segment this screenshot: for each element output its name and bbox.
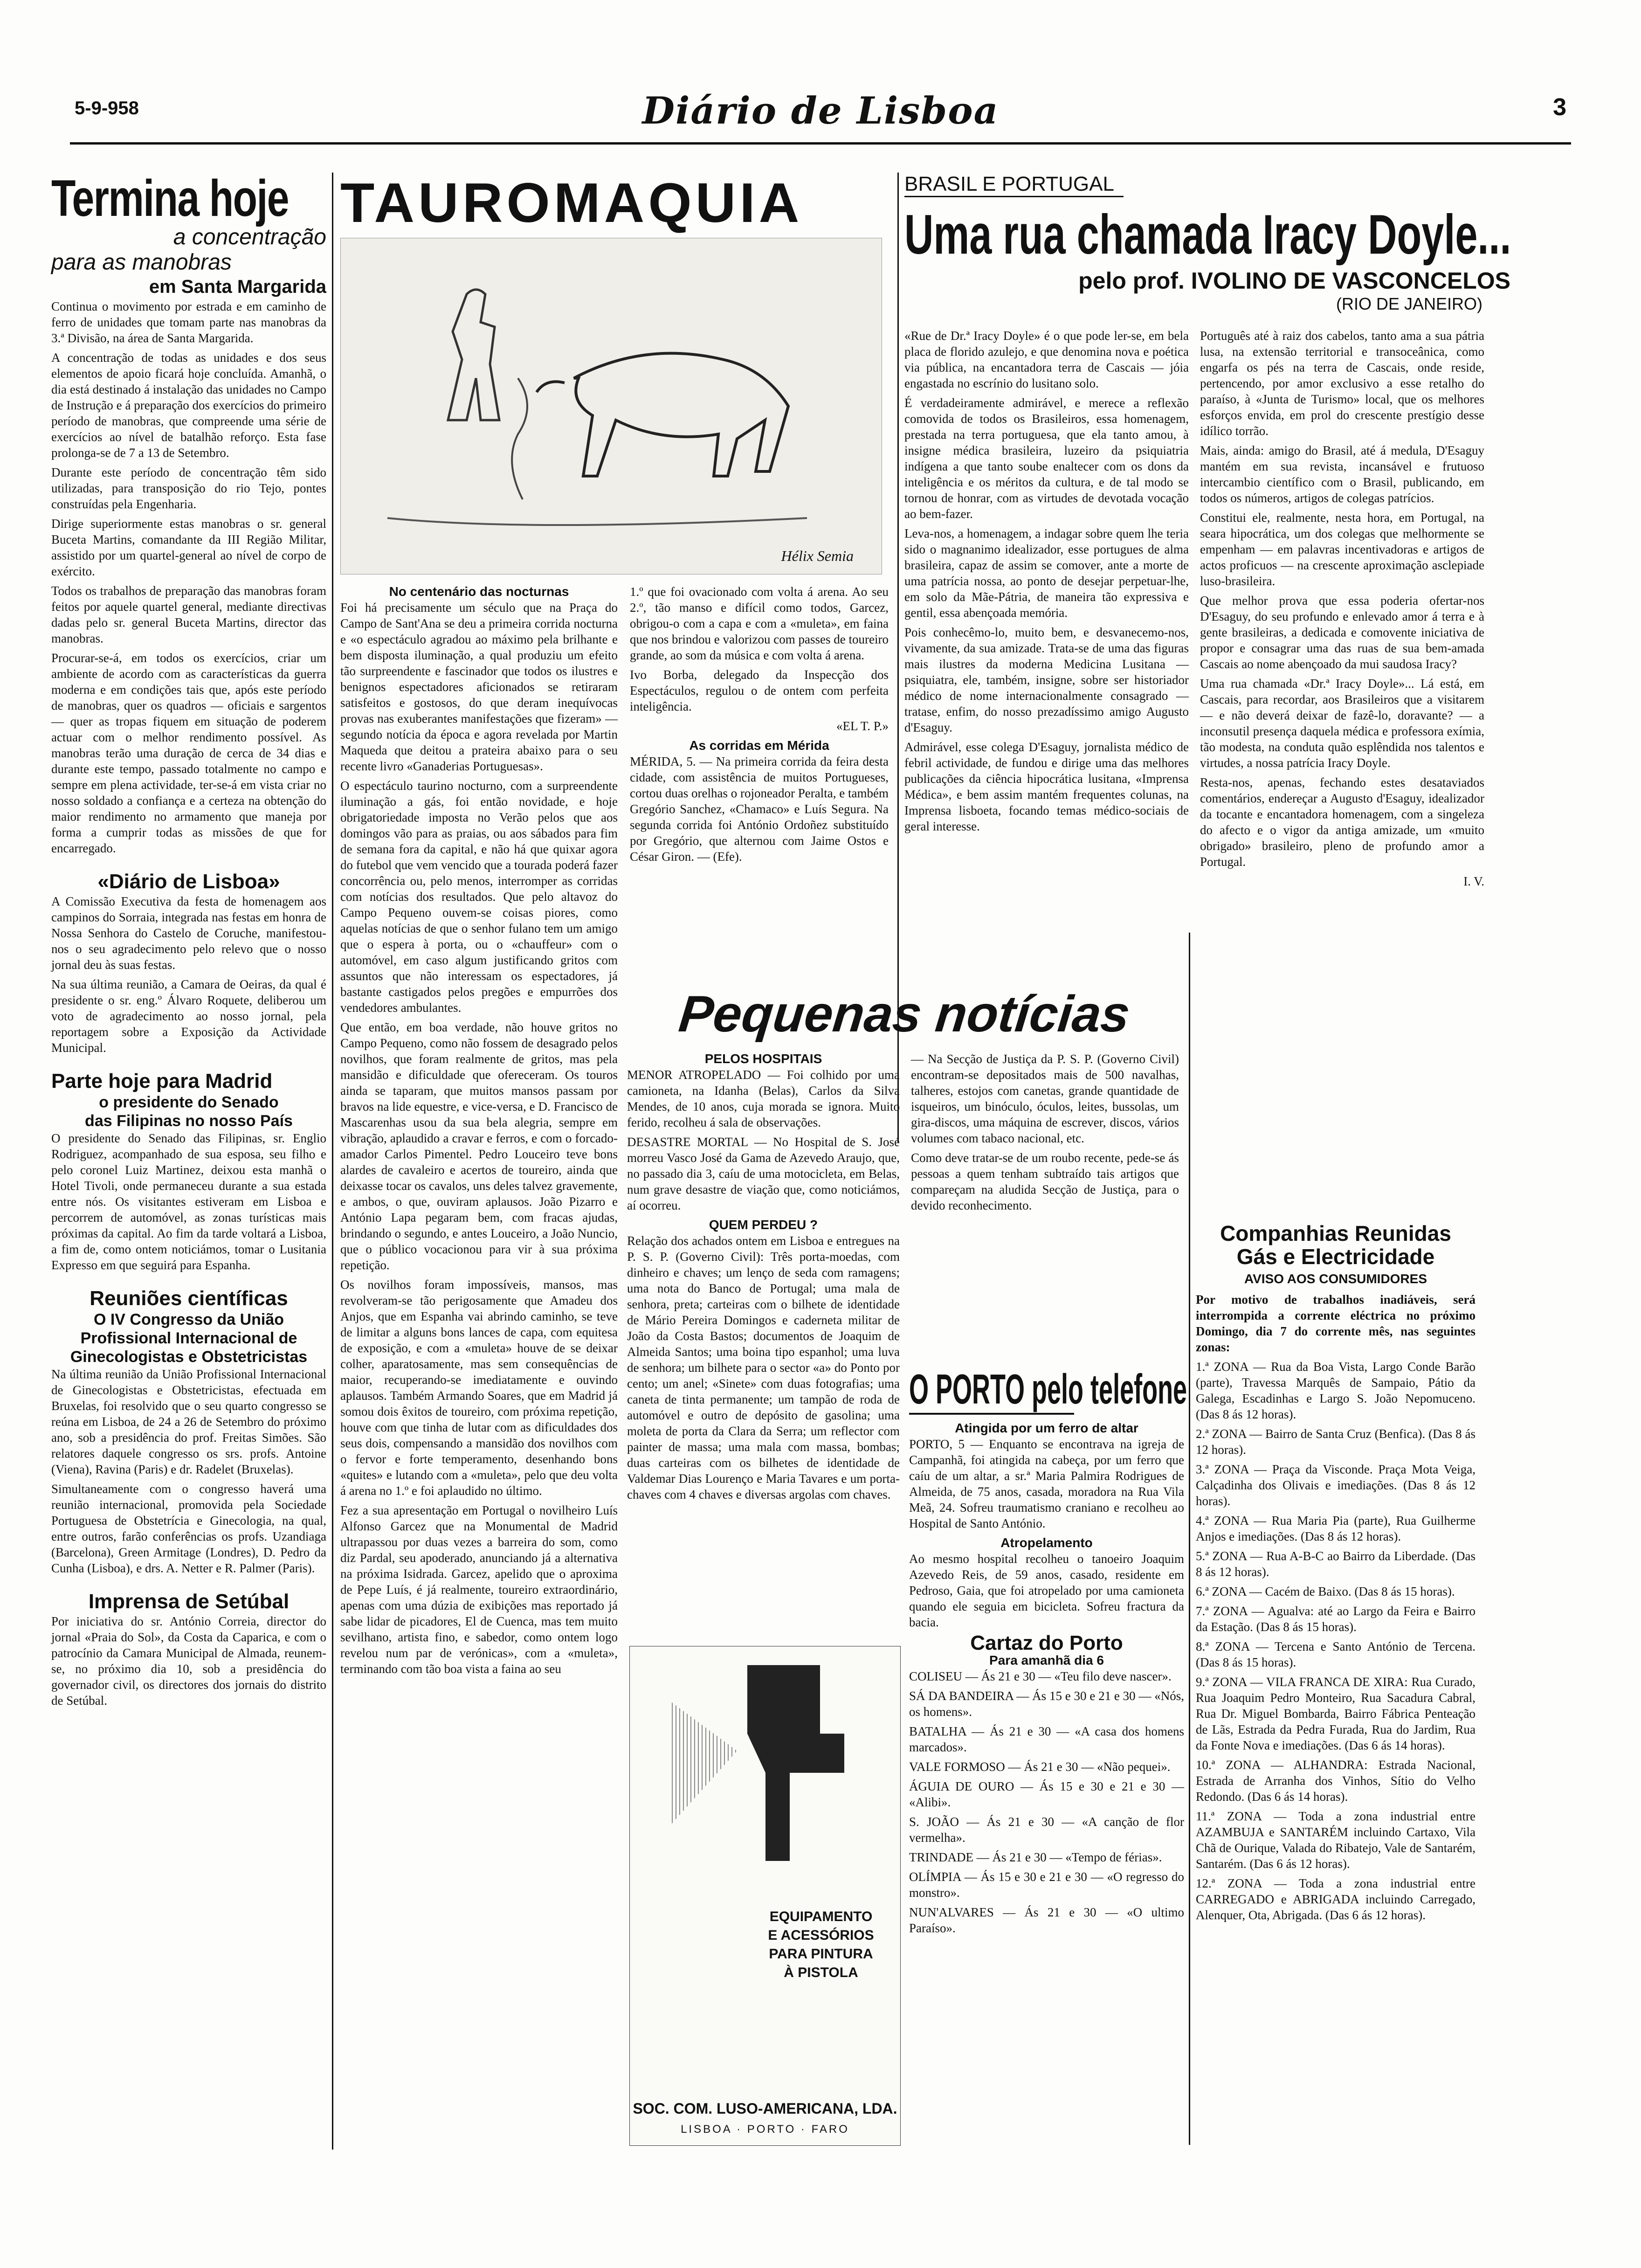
merida-subhead: As corridas em Mérida — [689, 738, 829, 753]
tauromaquia-signature: «EL T. P.» — [836, 719, 889, 733]
tauromaquia-p1: Foi há precisamente um século que na Praça do Campo de Sant'Ana se deu a primeira corrida nocturna e «o espectáculo agradou ao máximo pela brilhante e bem disposta iluminação, a qual produziu um efeito tão surpreendente e fascinador que todos os ilustres e benignos espectadores aficionados se retiraram satisfeitos e gostosos, do que deram inequívocas provas nas exuberantes manifestações que fizeram» — segundo notícia da época e agora revelada por Martin Maqueda que deitou a prateira abaixo para o seu recente livro «Ganaderias Portuguesas». — [340, 601, 618, 773]
cartaz-item: TRINDADE — Ás 21 e 30 — «Tempo de férias». — [909, 1850, 1162, 1864]
ad-line4: À PISTOLA — [784, 1965, 858, 1980]
luso-americana-ad — [629, 1646, 901, 2146]
ad-cities: LISBOA · PORTO · FARO — [681, 2123, 849, 2136]
brasil-p4: Pois conhecêmo-lo, muito bem, e desvanecemo-nos, vivamente, da sua amizade. Trata-se de uma das figuras mais ilustres da moderna Medicina Lusitana — psiquiatra, ele, também, insigne, sobre ser historiador médico de nome internacionalmente consagrado — tratase, enfim, do nosso prezadíssimo amigo Augusto d'Esaguy. — [904, 625, 1189, 734]
quem-perdeu-head: QUEM PERDEU ? — [709, 1217, 818, 1232]
porto-headline: O PORTO pelo telefone — [909, 1366, 1074, 1415]
companhias-notice — [1196, 1222, 1476, 2150]
pequenas-p5: Como deve tratar-se de um roubo recente, pede-se ás pessoas a quem tenham subtraído tais artigos que compareçam na aludida Secção de Justiça, para o devido reconhecimento. — [911, 1151, 1179, 1212]
manobras-p2: A concentração de todas as unidades e dos seus elementos de apoio ficará hoje concluída. Amanhã, o dia está destinado á instalação das unidades no Campo de Instrução e á preparação dos exercícios do primeiro período de manobras, que compreende uma série de exercícios ao nível de batalhão reforço. Esta fase prolonga-se de 7 a 13 de Setembro. — [51, 351, 326, 460]
zone-item: 9.ª ZONA — VILA FRANCA DE XIRA: Rua Curado, Rua Joaquim Pedro Monteiro, Rua Sacadura Cabral, Rua Dr. Miguel Bombarda, Bairro Fábrica Penteação de Lãs, Estrada da Pedra Furada, Rua do Jardim, Rua da Fonte Nova e imediações. (Das 6 ás 14 horas). — [1196, 1675, 1476, 1752]
pequenas-p2: DESASTRE MORTAL — No Hospital de S. José morreu Vasco José da Gama de Azevedo Araujo, que, no passado dia 3, caíu de uma motocicleta, em Belas, num grave desastre de viação que, como noticiámos, aí ocorreu. — [627, 1135, 900, 1212]
page-number: 3 — [1553, 94, 1566, 121]
madrid-p1: O presidente do Senado das Filipinas, sr. Englio Rodriguez, acompanhado de sua esposa, seu filho e pelo coronel Luiz Martinez, deixou esta manhã o Hotel Tivoli, onde permaneceu durante a sua estada entre nós. Os visitantes estiveram em Lisboa e percorrem de automóvel, as zonas turísticas mais próximas da capital. Ao fim da tarde voltará a Lisboa, a fim de, como ontem noticiámos, tomar o Lusitania Expresso em que seguirá para Espanha. — [51, 1131, 326, 1272]
companhias-headline1: Companhias Reunidas — [1220, 1221, 1451, 1245]
brasil-p1: «Rue de Dr.ª Iracy Doyle» é o que pode ler-se, em bela placa de florido azulejo, e que denomina nova e poética via pública, na encantadora terra de Cascais — jóia engastada no escrínio do lusitano solo. — [904, 329, 1189, 390]
tauromaquia-p2: O espectáculo taurino nocturno, com a surpreendente iluminação a gás, foi então novidade, e hoje obrigatoriedade imposta no Verão pelos que aos domingos vão para as praias, ou aos sábados para fim de semana fora da capital, e não há que quixar agora do futebol que vem vencido que a tourada poderá fazer concorrência ou, pelo menos, interromper as corridas com notícias dos resultados. Que pelo altavoz do Campo Pequeno ouvem-se coisas piores, como aquelas notícias de que o senhor fulano tem um amigo que o espera à porta, ou o «chauffeur» com o automóvel, em caso algum justificando gritos com assuntos que não interessam os espectadores, já bastante castigados pelos pregões e empurrões dos vendedores ambulantes. — [340, 779, 618, 1015]
pelos-hospitais-head: PELOS HOSPITAIS — [704, 1051, 822, 1066]
porto-article — [909, 1366, 1187, 2150]
tauromaquia-headline: TAUROMAQUIA — [340, 172, 803, 234]
artist-signature: Hélix Semia — [781, 547, 854, 564]
brasil-p3: Leva-nos, a homenagem, a indagar sobre quem lhe teria sido o magnanimo idealizador, esse portugues de alma brasileira, capaz de assim se comover, ante a morte de uma patrícia nossa, ao ponto de desejar perpetuar-lhe, em solo da Mãe-Pátria, de maneira tão expressiva e gentil, essa abençoada memória. — [904, 526, 1189, 620]
cartaz-item: SÁ DA BANDEIRA — Ás 15 e 30 e 21 e 30 — «Nós, os homens». — [909, 1689, 1184, 1719]
cartaz-sub: Para amanhã dia 6 — [989, 1653, 1104, 1667]
zone-item: 6.ª ZONA — Cacém de Baixo. (Das 8 ás 15 horas). — [1196, 1584, 1455, 1598]
atropelamento-head: Atropelamento — [1000, 1535, 1093, 1550]
diario-p1: A Comissão Executiva da festa de homenagem aos campinos do Sorraia, integrada nas festas em honra de Nossa Senhora do Castelo de Coruche, manifestou-nos o seu agradecimento pelo relevo que o nosso jornal deu às suas festas. — [51, 894, 326, 972]
manobras-p3: Durante este período de concentração têm sido utilizadas, para transposição do rio Tejo, pontes construídas pela Engenharia. — [51, 465, 326, 511]
zone-item: 4.ª ZONA — Rua Maria Pia (parte), Rua Guilherme Anjos e imediações. (Das 8 ás 12 horas). — [1196, 1514, 1476, 1543]
manobras-article — [51, 170, 326, 856]
porto-sub: Atingida por um ferro de altar — [955, 1421, 1138, 1435]
manobras-p1: Continua o movimento por estrada e em caminho de ferro de unidades que tomam parte nas manobras da 3.ª Divisão, na área de Santa Margarida. — [51, 299, 326, 345]
bullfight-sketch — [341, 238, 882, 574]
manobras-sub3: em Santa Margarida — [149, 277, 326, 297]
madrid-article — [51, 1070, 326, 1273]
spray-gun-icon — [723, 1665, 844, 1861]
brasil-p9: Que melhor prova que essa poderia ofertar-nos D'Esaguy, do seu profundo e enlevado amor á terra e à gente brasileiras, a dedicada e comovente iniciativa de propor e consagrar uma das ruas de sua bem-amada Cascais ao nome abençoado da mui saudosa Iracy? — [1200, 594, 1484, 671]
diario-p2: Na sua última reunião, a Camara de Oeiras, da qual é presidente o sr. eng.º Álvaro Roquete, deliberou um voto de agradecimento ao nosso jornal, pela reportagem sobre a Exposição da Actividade Municipal. — [51, 977, 326, 1055]
manobras-p4: Dirige superiormente estas manobras o sr. general Buceta Martins, comandante da III Região Militar, assistido por um quartel-general ao nível de corpo de exército. — [51, 517, 326, 578]
reunioes-headline: Reuniões científicas — [90, 1287, 288, 1310]
reunioes-p2: Simultaneamente com o congresso haverá uma reunião internacional, promovida pela Sociedade Portuguesa de Obstetrícia e Ginecologia, na qual, entre outros, farão conferências os profs. Uzandiaga (Barcelona), Green Armitage (Londres), D. Pedro da Cunha (Lisboa), e drs. A. Netter e R. Palmer (Paris). — [51, 1482, 326, 1575]
pequenas-col-a — [627, 1051, 900, 1506]
tauromaquia-p6: 1.º que foi ovacionado com volta á arena. Ao seu 2.º, tão manso e difícil como todos, Garcez, obrigou-o com a capa e com a «muleta», em faina que nos brindou e valorizou com passes de toureiro grande, ao som da música e com volta á arena. — [630, 585, 889, 662]
tauromaquia-subhead: No centenário das nocturnas — [389, 584, 569, 599]
brasil-p10: Uma rua chamada «Dr.ª Iracy Doyle»... Lá está, em Cascais, para recordar, aos Brasileiros que a visitarem — e não deverá deixar de fazê-lo, doravante? — a inconsutil presença daquela médica e professora exímia, tão modesta, na conduta quão esplêndida nos talentos e virtudes, a nossa patrícia Iracy Doyle. — [1200, 677, 1484, 770]
tauromaquia-col-a — [340, 584, 618, 1680]
porto-p1: PORTO, 5 — Enquanto se encontrava na igreja de Campanhã, foi atingida na cabeça, por um ferro que caíu de um altar, a sr.ª Maria Palmira Rodrigues de Almeida, de 75 anos, casada, moradora na Rua Vila Meã, 24. Sofreu traumatismo craniano e recolheu ao Hospital de Santo António. — [909, 1437, 1184, 1530]
zone-item: 12.ª ZONA — Toda a zona industrial entre CARREGADO e ABRIGADA incluindo Carregado, Alenquer, Ota, Abrigada. (Das 6 ás 12 horas). — [1196, 1876, 1476, 1922]
pequenas-headline: Pequenas notícias — [676, 985, 1133, 1043]
cartaz-item: NUN'ALVARES — Ás 21 e 30 — «O ultimo Paraíso». — [909, 1905, 1184, 1935]
zone-item: 8.ª ZONA — Tercena e Santo António de Tercena. (Das 8 ás 15 horas). — [1196, 1639, 1476, 1669]
brasil-col-b — [1200, 328, 1484, 893]
tauromaquia-p5: Fez a sua apresentação em Portugal o novilheiro Luís Alfonso Garcez que na Monumental de Madrid ultrapassou por duas vezes a barreira do som, como diz Pardal, seu apoderado, anunciando já a alternativa na próxima Isidrada. Garcez, apelido que o aproxima de Pepe Luís, é já realmente, toureiro extraordinário, apenas com uma dúzia de exibições mas reportado já sabe lidar de picadores, El de Cuenca, mas tem muito sevilhano, artista fino, e sabedor, como ontem logo revelou num par de verónicas», com a «muleta», terminando com tão boa vista a faina ao seu — [340, 1503, 618, 1676]
porto-p2: Ao mesmo hospital recolheu o tanoeiro Joaquim Azevedo Reis, de 59 anos, casado, residente em Pedroso, Gaia, que foi atropelado por uma camioneta quando ele seguia em bicicleta. Sofreu fractura da bacia. — [909, 1552, 1184, 1629]
madrid-sub2: das Filipinas no nosso País — [85, 1112, 293, 1130]
zone-item: 3.ª ZONA — Praça da Visconde. Praça Mota Veiga, Calçadinha dos Olivais e imediações. (Das 8 ás 12 horas). — [1196, 1462, 1476, 1508]
manobras-p5: Todos os trabalhos de preparação das manobras foram feitos por aquele quartel general, mediante directivas dadas pelo sr. general Buceta Martins, director das manobras. — [51, 584, 326, 645]
manobras-sub1: a concentração — [173, 225, 326, 249]
cartaz-head: Cartaz do Porto — [970, 1632, 1123, 1654]
diario-headline: «Diário de Lisboa» — [97, 870, 280, 893]
cartaz-item: VALE FORMOSO — Ás 21 e 30 — «Não pequei». — [909, 1760, 1171, 1774]
pequenas-p1: MENOR ATROPELADO — Foi colhido por uma camioneta, na Idanha (Belas), Carlos da Silva Mendes, de 10 anos, cuja morada se ignora. Muito ferido, recolheu á sala de observações. — [627, 1068, 900, 1129]
zone-item: 1.ª ZONA — Rua da Boa Vista, Largo Conde Barão (parte), Travessa Marquês de Sampaio, Pátio da Galega, Escadinhas e Largo S. João Nepomuceno. (Das 8 ás 12 horas). — [1196, 1360, 1476, 1421]
ad-line1: EQUIPAMENTO — [769, 1909, 873, 1924]
issue-date: 5-9-958 — [75, 98, 139, 118]
brasil-p7: Mais, ainda: amigo do Brasil, até á medula, D'Esaguy mantém em sua revista, incansável e frutuoso intercambio científico com o Brasil, publicando, em todos os números, artigos de colegas patrícios. — [1200, 443, 1484, 505]
header-rule — [70, 142, 1571, 145]
cartaz-item: COLISEU — Ás 21 e 30 — «Teu filo deve nascer». — [909, 1669, 1172, 1683]
bullfight-illustration — [340, 238, 882, 574]
brasil-p8: Constitui ele, realmente, nesta hora, em Portugal, na seara hipocrática, um dos colegas que melhormente se empenham — em palavras incentivadoras e artigos de actos proficuos — na crescente aproximação asclepiade luso-brasileira. — [1200, 511, 1484, 588]
pequenas-p4: — Na Secção de Justiça da P. S. P. (Governo Civil) encontram-se depositados mais de 500 navalhas, talheres, estojos com canetas, grande quantidade de isqueiros, um binóculo, óculos, leites, bussolas, um gira-discos, uma máquina de escrever, discos, vários volumes com tabaco nacional, etc. — [911, 1052, 1179, 1145]
zone-item: 7.ª ZONA — Agualva: até ao Largo da Feira e Bairro da Estação. (Das 8 ás 15 horas). — [1196, 1604, 1476, 1634]
masthead: Diário de Lisboa — [642, 89, 999, 132]
cartaz-item: S. JOÃO — Ás 21 e 30 — «A canção de flor vermelha». — [909, 1815, 1184, 1845]
brasil-p5: Admirável, esse colega D'Esaguy, jornalista médico de febril actividade, de fundou e dirige uma das melhores publicações da ciência hipocrática lusitana, «Imprensa Médica», e bem assim mantém frequentes colunas, na Imprensa lisboeta, focando temas médico-sociais de geral interesse. — [904, 740, 1189, 833]
reunioes-article — [51, 1287, 326, 1576]
cartaz-item: BATALHA — Ás 21 e 30 — «A casa dos homens marcados». — [909, 1724, 1184, 1754]
brasil-headline: Uma rua chamada Iracy Doyle... — [904, 203, 1511, 266]
tauromaquia-p7: Ivo Borba, delegado da Inspecção dos Espectáculos, regulou o de ontem com perfeita inteligência. — [630, 668, 889, 713]
ad-line2: E ACESSÓRIOS — [768, 1928, 874, 1943]
brasil-p6: Português até à raiz dos cabelos, tanto ama a sua pátria lusa, na extensão territorial e transoceânica, como engarfa os pés na terra de Cascais, onde reside, pertencendo, por amor exclusivo a esse retalho do paraíso, à «Junta de Turismo» local, que os melhores esforços envida, em prol do crescente prestígio desse idílico torrão. — [1200, 329, 1484, 438]
ad-text — [751, 1908, 891, 1982]
setubal-headline: Imprensa de Setúbal — [88, 1590, 290, 1613]
column-divider — [332, 173, 333, 2150]
madrid-sub1: o presidente do Senado — [99, 1093, 279, 1111]
brasil-byline: pelo prof. IVOLINO DE VASCONCELOS — [1078, 268, 1510, 294]
reunioes-sub: O IV Congresso da União Profissional Internacional de Ginecologistas e Obstetricistas — [70, 1311, 308, 1366]
pequenas-p3: Relação dos achados ontem em Lisboa e entregues na P. S. P. (Governo Civil): Três porta-moedas, com dinheiro e chaves; um lenço de seda com ramagens; uma nota do Banco de Portugal; uma mala de senhora, preta; carteiras com o bilhete de identidade de Mário Pereira Domingos e caderneta militar de João da Costa Bastos; documentos de Joaquim de Almeida Santos; uma boina tipo espanhol; uma luva de senhora; um bilhete para o sector «a» do Ponto por cento; um anel; «Sinete» com duas fotografias; uma caneta de tinta permanente; um tampão de roda de automóvel e outro de depósito de gasolina; uma moleta de porta da Clara da Serra; um reflector com painter de massa; uma mala com massa, bombas; duas carteiras com os bilhetes de identidade de Valdemar Dias Lourenço e Maria Tavares e um porta-chaves com 4 chaves e diversas argolas com chaves. — [627, 1234, 900, 1501]
brasil-columns — [904, 328, 1510, 893]
companhias-sub: AVISO AOS CONSUMIDORES — [1244, 1272, 1427, 1286]
spray-graphic — [672, 1702, 737, 1824]
tauromaquia-p4: Os novilhos foram impossíveis, mansos, mas revolveram-se tão perigosamente que Amadeu dos Anjos, que em Espanha vai abrindo caminho, se teve de limitar a alguns bons lances de capa, com equitesa de exposição, e com a «muleta» houve de se deixar colher, aparatosamente, mas sem consequências de maior, recuperando-se imediatamente e ouvindo aplausos. Também Armando Soares, que em Madrid já somou dois êxitos de toureiro, com próxima repetição, houve com que tinha de lutar com as dificuldades dos seus dois, compensando a mansidão dos novilhos com o fervor e forte temperamento, desenhando bons «quites» e lutando com a «muleta», pelo que deu volta á arena no 1.º e foi aplaudido no último. — [340, 1278, 618, 1498]
ad-company: SOC. COM. LUSO-AMERICANA, LDA. — [633, 2100, 897, 2117]
companhias-headline2: Gás e Electricidade — [1236, 1245, 1435, 1269]
brasil-p11: Resta-nos, apenas, fechando estes desataviados comentários, endereçar a Augusto d'Esaguy, idealizador da tocante e encantadora homenagem, com a singeleza do afecto e o vigor da antiga amizade, um «muito obrigado» brasileiro, pleno de profundo amor a Portugal. — [1200, 775, 1484, 869]
page-header — [70, 89, 1571, 135]
brasil-kicker: BRASIL E PORTUGAL — [904, 173, 1124, 197]
companhias-intro: Por motivo de trabalhos inadiáveis, será interrompida a corrente eléctrica no próximo Domingo, dia 7 do corrente mês, nas seguintes zonas: — [1196, 1293, 1476, 1354]
setubal-article — [51, 1590, 326, 1708]
merida-p: MÉRIDA, 5. — Na primeira corrida da feira desta cidade, com assistência de muitos Portugueses, cortou duas orelhas o rojoneador Peralta, e também Gregório Sanchez, «Chamaco» e Luís Segura. Na segunda corrida foi António Ordoñez substituído por Gregório, que alternou com Jaime Ostos e César Giron. — (Efe). — [630, 754, 889, 864]
diario-article — [51, 870, 326, 1056]
brasil-p2: É verdadeiramente admirável, e merece a reflexão comovida de todos os Brasileiros, essa homenagem, prestada na terra portuguesa, que ela tanto amou, à insigne médica brasileira, luzeiro da psiquiatria indígena a que tanto soube enaltecer com os dons da inteligência e os méritos da cultura, e de tal modo se tornou de honrar, com as virtudes de devotada vocação ao bem-fazer. — [904, 396, 1189, 521]
manobras-p6: Procurar-se-á, em todos os exercícios, criar um ambiente de acordo com as características da guerra moderna e em condições tais que, após este período de manobras, quer os quadros — oficiais e sargentos — quer as tropas fiquem em situação de poderem actuar com o melhor rendimento possível. As manobras terão uma duração de cerca de 34 dias e durante este tempo, passado totalmente no campo e sempre em plena actividade, ter-se-á em vista criar no nosso soldado a confiança e a certeza na obtenção do maior rendimento no armamento que maneja por forma a cumprir todas as missões de que for encarregado. — [51, 651, 326, 855]
cartaz-list — [909, 1668, 1184, 1936]
left-column — [51, 170, 326, 2159]
tauromaquia-p3: Que então, em boa verdade, não houve gritos no Campo Pequeno, como não fossem de desagrado pelos novilhos, que foram realmente de gritos, mas pela mansidão e dificuldade que ofereceram. Os touros ainda se taparam, que muitos mansos passam por bravos na lide equestre, e vice-versa, e D. Francisco de Mascarenhas usou da sua bela alegria, sempre em vibração, aplaudido a cravar e ferros, e com o forcado-amador Carlos Pimentel. Pedro Louceiro teve bons alardes de cavaleiro e acertos de toureiro, ainda que deixasse tocar os cavalos, uns deles talvez gravemente, e ambos, o que, ouviram aplausos. João Pizarro e António Lapa pegaram bem, com fracas ajudas, brindando o segundo, e antes Louceiro, a João Nuncio, que o público vocacionou para vir à sua próxima repetição. — [340, 1020, 618, 1272]
brasil-signature: I. V. — [1463, 874, 1484, 888]
madrid-headline: Parte hoje para Madrid — [51, 1070, 273, 1093]
manobras-headline: Termina hoje — [51, 170, 289, 227]
zone-item: 10.ª ZONA — ALHANDRA: Estrada Nacional, Estrada de Arranha dos Vinhos, Sítio do Velho Redondo. (Das 6 ás 14 horas). — [1196, 1758, 1476, 1804]
zone-item: 11.ª ZONA — Toda a zona industrial entre AZAMBUJA e SANTARÉM incluindo Cartaxo, Vila Chã de Ourique, Valada do Ribatejo, Vale de Santarém, Santarém. (Das 6 ás 12 horas). — [1196, 1809, 1476, 1871]
cartaz-item: ÁGUIA DE OURO — Ás 15 e 30 e 21 e 30 — «Alibi». — [909, 1779, 1184, 1809]
cartaz-item: OLÍMPIA — Ás 15 e 30 e 21 e 30 — «O regresso do monstro». — [909, 1870, 1184, 1900]
manobras-sub2: para as manobras — [51, 250, 232, 275]
zone-item: 5.ª ZONA — Rua A-B-C ao Bairro da Liberdade. (Das 8 ás 12 horas). — [1196, 1549, 1476, 1579]
brasil-col-a — [904, 328, 1189, 893]
zone-item: 2.ª ZONA — Bairro de Santa Cruz (Benfica). (Das 8 ás 12 horas). — [1196, 1427, 1476, 1457]
reunioes-p1: Na última reunião da União Profissional Internacional de Ginecologistas e Obstetricistas, efectuada em Bruxelas, foi resolvido que o seu quarto congresso se reúna em Lisboa, de 24 a 26 de Setembro do próximo ano, sob a presidência do prof. Freitas Simões. São relatores daquele congresso os srs. profs. Antoine (Viena), Ravina (Paris) e dr. Radelet (Bruxelas). — [51, 1367, 326, 1476]
brasil-place: (RIO DE JANEIRO) — [1336, 294, 1482, 313]
setubal-p1: Por iniciativa do sr. António Correia, director do jornal «Praia do Sol», da Costa da Caparica, e com o patrocínio da Camara Municipal de Almada, reunem-se, no próximo dia 10, sob a presidência do governador civil, os directores dos jornais do distrito de Setúbal. — [51, 1614, 326, 1708]
ad-line3: PARA PINTURA — [769, 1946, 873, 1962]
